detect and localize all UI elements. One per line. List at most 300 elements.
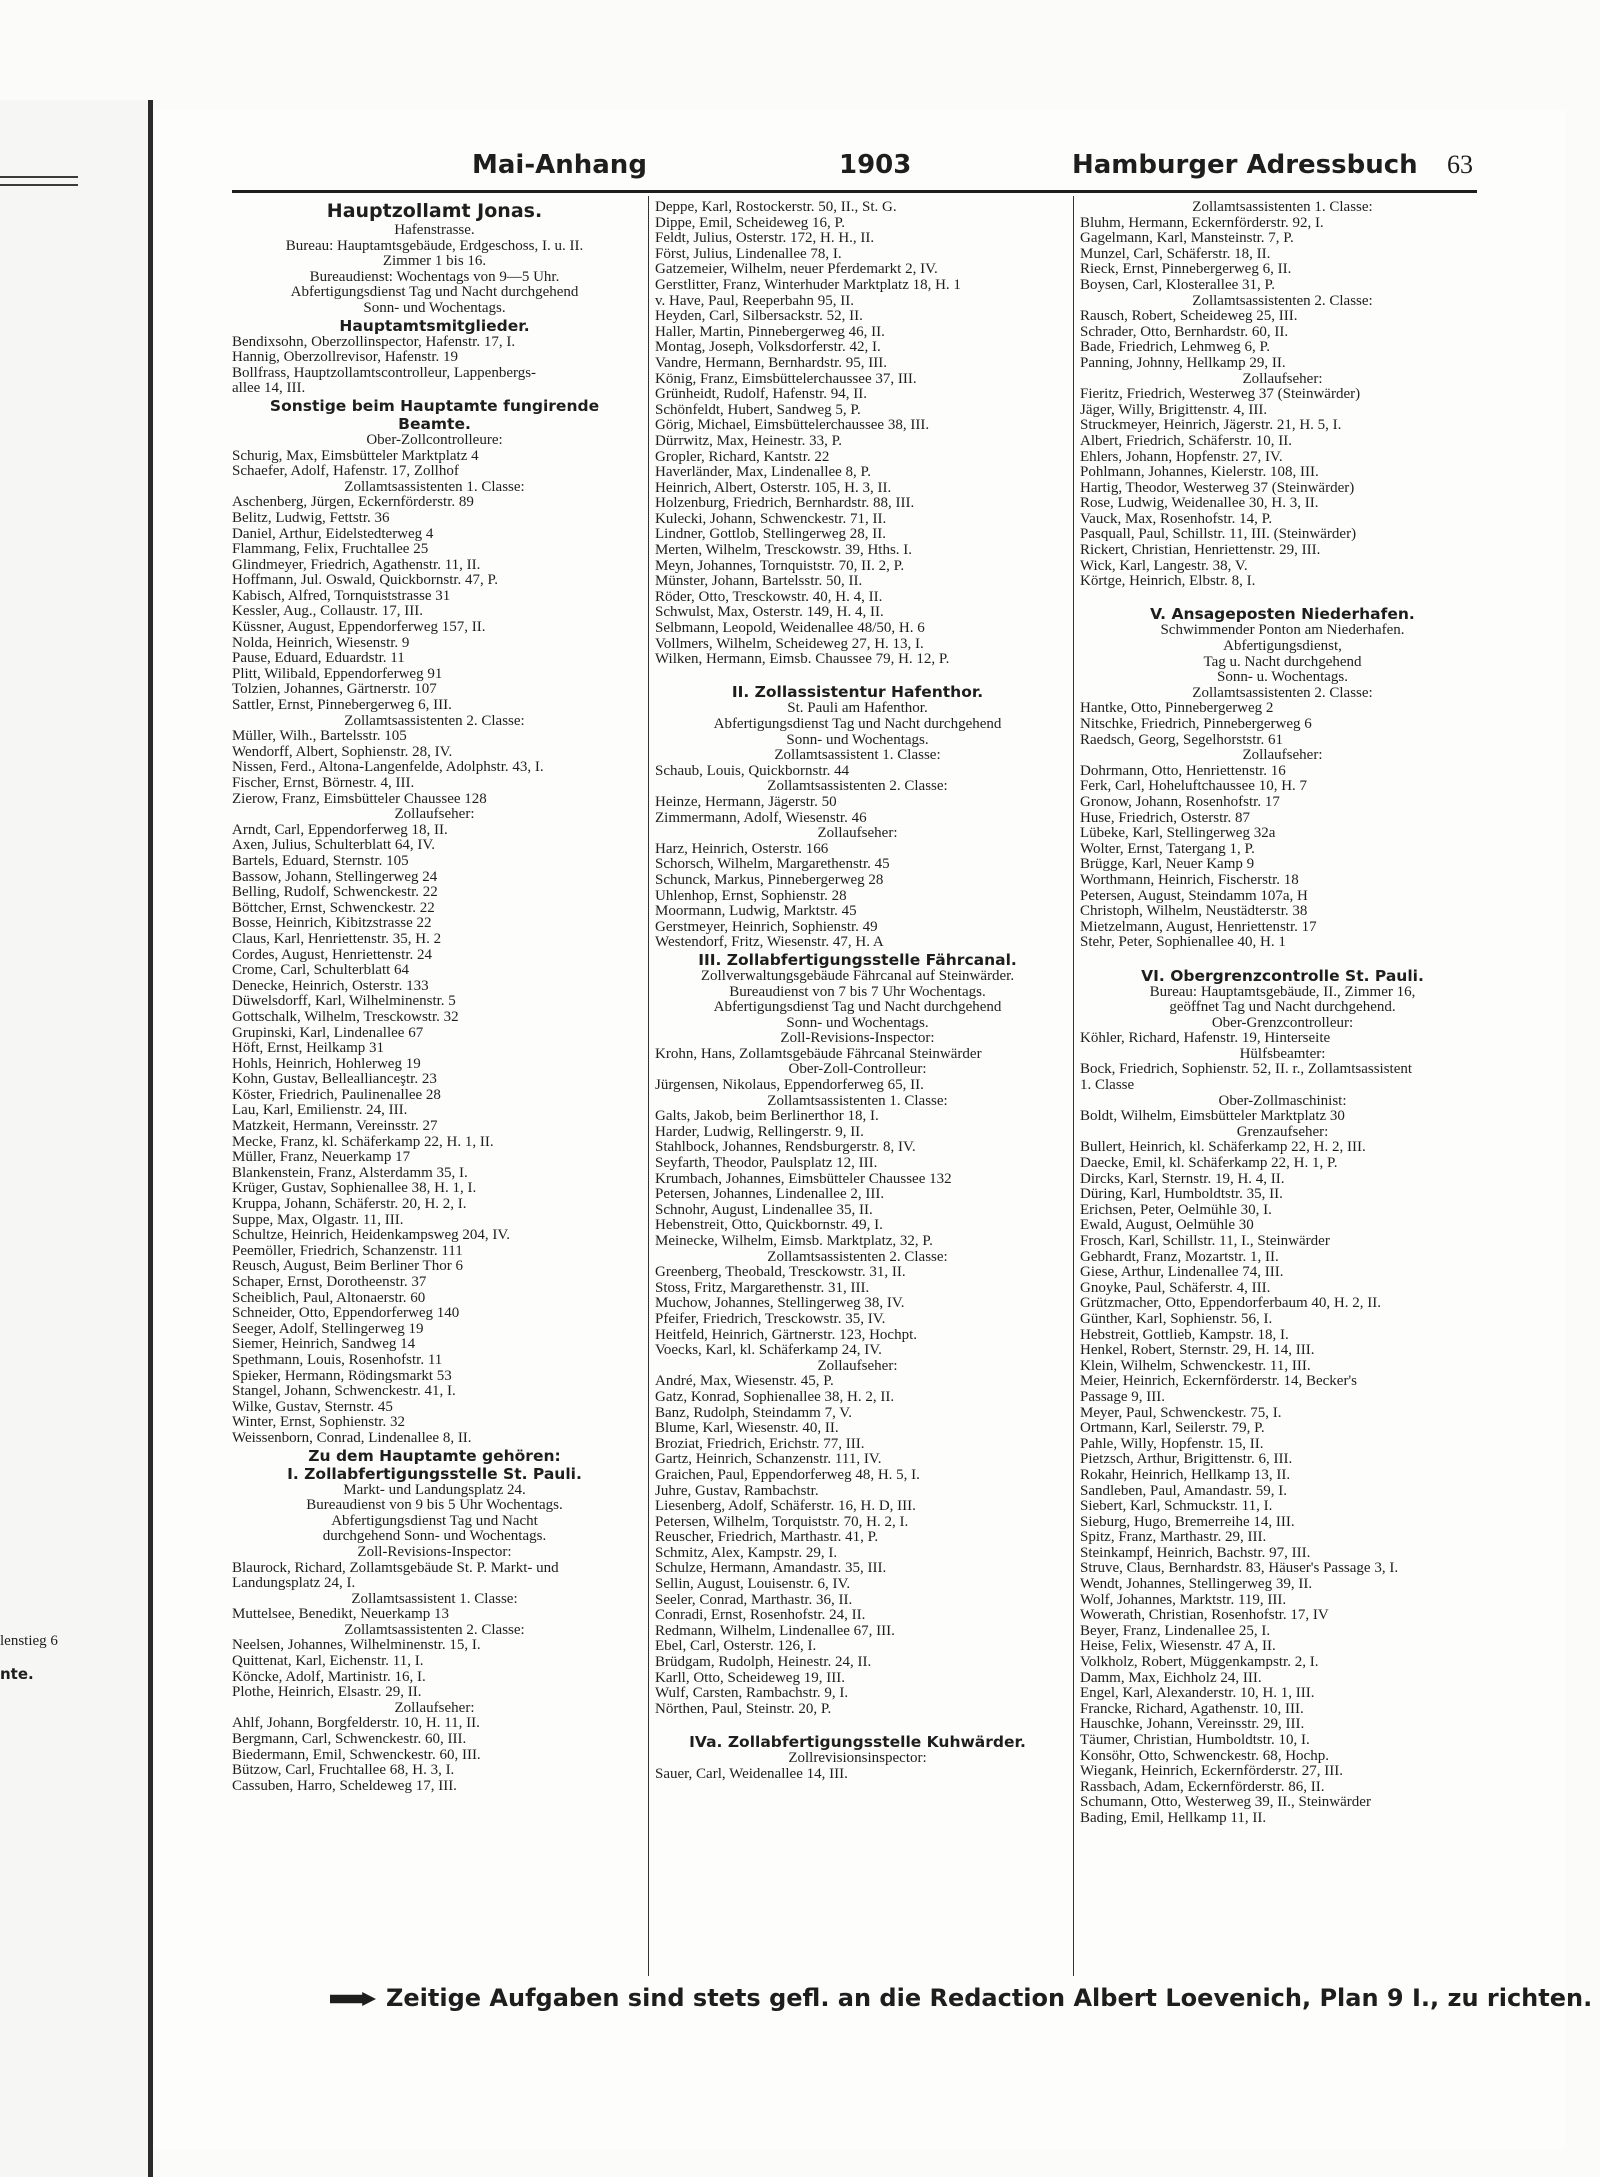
directory-entry: Wulf, Carsten, Rambachstr. 9, I. [655, 1686, 849, 1702]
directory-entry: Plothe, Heinrich, Elsastr. 29, II. [232, 1685, 422, 1701]
directory-entry: Merten, Wilhelm, Tresckowstr. 39, Hths. I. [655, 543, 913, 559]
directory-entry: Spitz, Franz, Marthastr. 29, III. [1080, 1530, 1267, 1546]
subheading: durchgehend Sonn- und Wochentags. [322, 1529, 547, 1545]
directory-entry: Cordes, August, Henriettenstr. 24 [232, 947, 432, 963]
directory-entry: Grützmacher, Otto, Eppendorferbaum 40, H. 2, II. [1080, 1296, 1381, 1312]
directory-entry: Axen, Julius, Schulterblatt 64, IV. [232, 838, 436, 854]
directory-entry: André, Max, Wiesenstr. 45, P. [655, 1374, 834, 1390]
directory-entry: Giese, Arthur, Lindenallee 74, III. [1080, 1265, 1284, 1281]
directory-entry: Biedermann, Emil, Schwenckestr. 60, III. [232, 1747, 481, 1763]
directory-entry: Vollmers, Wilhelm, Scheideweg 27, H. 13, I. [655, 636, 924, 652]
directory-entry: Nissen, Ferd., Altona-Langenfelde, Adolphstr. 43, I. [232, 760, 544, 776]
directory-entry: Gerstlitter, Franz, Winterhuder Marktplatz 18, H. 1 [655, 277, 961, 293]
directory-entry: Stahlbock, Johannes, Rendsburgerstr. 8, IV. [655, 1140, 916, 1156]
subheading: Zoll-Revisions-Inspector: [780, 1031, 935, 1047]
directory-entry: Aschenberg, Jürgen, Eckernförderstr. 89 [232, 495, 474, 511]
directory-entry: Gagelmann, Karl, Mansteinstr. 7, P. [1080, 231, 1294, 247]
directory-entry: Wowerath, Christian, Rosenhofstr. 17, IV [1080, 1608, 1329, 1624]
directory-entry: Winter, Ernst, Sophienstr. 32 [232, 1415, 405, 1431]
subheading: Sonn- u. Wochentags. [1216, 670, 1348, 686]
directory-entry: Gartz, Heinrich, Schanzenstr. 111, IV. [655, 1452, 882, 1468]
subheading: Zollamtsassistenten 1. Classe: [344, 479, 525, 495]
directory-entry: Wendt, Johannes, Stellingerweg 39, II. [1080, 1577, 1313, 1593]
directory-entry: Pohlmann, Johannes, Kielerstr. 108, III. [1080, 465, 1319, 481]
directory-entry: Cassuben, Harro, Scheldeweg 17, III. [232, 1778, 457, 1794]
directory-entry: Juhre, Gustav, Rambachstr. [655, 1483, 819, 1499]
subheading: Ober-Grenzcontrolleur: [1211, 1015, 1354, 1031]
subheading: Zollaufseher: [817, 826, 898, 842]
directory-entry: Struve, Claus, Bernhardstr. 83, Häuser's Passage 3, I. [1080, 1561, 1399, 1577]
directory-entry: Seyfarth, Theodor, Paulsplatz 12, III. [655, 1156, 878, 1172]
directory-entry: Rausch, Robert, Scheideweg 25, III. [1080, 309, 1298, 325]
directory-entry: Petersen, August, Steindamm 107a, H [1080, 888, 1308, 904]
directory-entry: Steinkampf, Heinrich, Bachstr. 97, III. [1080, 1545, 1311, 1561]
directory-entry: Hebstreit, Gottlieb, Kampstr. 18, I. [1080, 1327, 1289, 1343]
directory-entry: Schwulst, Max, Osterstr. 149, H. 4, II. [655, 605, 884, 621]
directory-entry: Schneider, Otto, Eppendorferweg 140 [232, 1306, 460, 1322]
directory-entry: Conradi, Ernst, Rosenhofstr. 24, II. [655, 1608, 866, 1624]
directory-entry: Spethmann, Louis, Rosenhofstr. 11 [232, 1352, 443, 1368]
directory-entry: allee 14, III. [232, 381, 306, 397]
directory-entry: Sauer, Carl, Weidenallee 14, III. [655, 1766, 848, 1782]
directory-entry: Beyer, Franz, Lindenallee 25, I. [1080, 1623, 1271, 1639]
spacer [1080, 951, 1485, 967]
directory-entry: Belling, Rudolf, Schwenckestr. 22 [232, 885, 438, 901]
directory-entry: Köster, Friedrich, Paulinenallee 28 [232, 1087, 441, 1103]
subheading: Zollaufseher: [394, 1700, 475, 1716]
directory-entry: Peemöller, Friedrich, Schanzenstr. 111 [232, 1243, 463, 1259]
directory-entry: Worthmann, Heinrich, Fischerstr. 18 [1080, 872, 1299, 888]
directory-entry: Kulecki, Johann, Schwenckestr. 71, II. [655, 511, 887, 527]
directory-entry: Wolf, Johannes, Marktstr. 119, III. [1080, 1592, 1287, 1608]
directory-entry: Flammang, Felix, Fruchtallee 25 [232, 542, 429, 558]
directory-entry: Bluhm, Hermann, Eckernförderstr. 92, I. [1080, 215, 1324, 231]
page-number: 63 [1447, 150, 1473, 179]
directory-entry: Bollfrass, Hauptzollamtscontrolleur, Lappenbergs- [232, 365, 537, 381]
directory-entry: Belitz, Ludwig, Fettstr. 36 [232, 510, 390, 526]
directory-entry: Greenberg, Theobald, Tresckowstr. 31, II. [655, 1265, 906, 1281]
directory-entry: Haverländer, Max, Lindenallee 8, P. [655, 465, 871, 481]
header-section-title: Mai-Anhang [472, 150, 647, 180]
directory-entry: Meyer, Paul, Schwenckestr. 75, I. [1080, 1405, 1282, 1421]
directory-entry: Müller, Franz, Neuerkamp 17 [232, 1150, 411, 1166]
subheading: Zoll-Revisions-Inspector: [357, 1544, 512, 1560]
directory-entry: Blume, Karl, Wiesenstr. 40, II. [655, 1421, 839, 1437]
directory-entry: Liesenberg, Adolf, Schäferstr. 16, H. D, III. [655, 1499, 916, 1515]
previous-page-edge [0, 100, 153, 2177]
directory-entry: Damm, Max, Eichholz 24, III. [1080, 1670, 1262, 1686]
directory-entry: Deppe, Karl, Rostockerstr. 50, II., St. G. [655, 200, 897, 215]
subheading: St. Pauli am Hafenthor. [787, 701, 928, 717]
subheading: Abfertigungsdienst Tag und Nacht durchgehend [290, 285, 579, 301]
directory-entry: Dircks, Karl, Sternstr. 19, H. 4, II. [1080, 1171, 1285, 1187]
directory-entry: Düwelsdorff, Karl, Wilhelminenstr. 5 [232, 994, 456, 1010]
subheading: Hülfsbeamter: [1239, 1046, 1326, 1062]
directory-entry: Banz, Rudolph, Steindamm 7, V. [655, 1405, 852, 1421]
directory-entry: Brügge, Karl, Neuer Kamp 9 [1080, 857, 1255, 873]
directory-entry: Schumann, Otto, Westerweg 39, II., Steinwärder [1080, 1795, 1371, 1811]
subheading: Abfertigungsdienst, [1223, 639, 1342, 655]
directory-entry: Quittenat, Karl, Eichenstr. 11, I. [232, 1654, 424, 1670]
directory-entry: Lindner, Gottlob, Stellingerweg 28, II. [655, 527, 887, 543]
directory-entry: Nitschke, Friedrich, Pinnebergerweg 6 [1080, 717, 1312, 732]
previous-page-fragment: nte. [0, 1665, 34, 1683]
subheading: Sonn- und Wochentags. [363, 300, 506, 316]
directory-entry: Stangel, Johann, Schwenckestr. 41, I. [232, 1384, 456, 1400]
directory-entry: Vauck, Max, Rosenhofstr. 14, P. [1080, 511, 1273, 527]
subheading: Zollamtsassistenten 2. Classe: [1192, 293, 1373, 309]
directory-entry: Schurig, Max, Eimsbütteler Marktplatz 4 [232, 448, 479, 464]
directory-entry: Suppe, Max, Olgastr. 11, III. [232, 1212, 404, 1228]
previous-page-fragment: lenstieg 6 [0, 1633, 58, 1649]
directory-entry: Albert, Friedrich, Schäferstr. 10, II. [1080, 433, 1293, 449]
directory-entry: Hannig, Oberzollrevisor, Hafenstr. 19 [232, 350, 459, 366]
directory-entry: Plitt, Wilibald, Eppendorferweg 91 [232, 666, 443, 682]
section-heading: IVa. Zollabfertigungsstelle Kuhwärder. [689, 1733, 1026, 1751]
directory-entry: Gottschalk, Wilhelm, Tresckowstr. 32 [232, 1009, 459, 1025]
directory-entry: Meier, Heinrich, Eckernförderstr. 14, Becker's [1080, 1374, 1357, 1390]
directory-entry: Kruppa, Johann, Schäferstr. 20, H. 2, I. [232, 1197, 467, 1213]
section-heading: III. Zollabfertigungsstelle Fährcanal. [698, 950, 1017, 969]
directory-entry: Volkholz, Robert, Müggenkampstr. 2, I. [1080, 1655, 1319, 1671]
directory-entry: Henkel, Robert, Sternstr. 29, H. 14, III. [1080, 1343, 1315, 1359]
section-heading: VI. Obergrenzcontrolle St. Pauli. [1141, 966, 1424, 985]
subheading: Ober-Zoll-Controlleur: [788, 1062, 927, 1078]
directory-entry: Heinze, Hermann, Jägerstr. 50 [655, 794, 837, 810]
page-header [232, 150, 1472, 190]
directory-entry: Voecks, Karl, kl. Schäferkamp 24, IV. [655, 1343, 882, 1359]
subheading: Zollamtsassistent 1. Classe: [351, 1591, 518, 1607]
directory-entry: Hauschke, Johann, Vereinsstr. 29, III. [1080, 1717, 1305, 1733]
header-year: 1903 [839, 150, 912, 180]
directory-entry: Moormann, Ludwig, Marktstr. 45 [655, 904, 857, 920]
directory-entry: Blankenstein, Franz, Alsterdamm 35, I. [232, 1165, 468, 1181]
directory-entry: Heitfeld, Heinrich, Gärtnerstr. 123, Hochpt. [655, 1327, 918, 1343]
directory-entry: Münster, Johann, Bartelsstr. 50, II. [655, 574, 863, 590]
directory-entry: Claus, Karl, Henriettenstr. 35, H. 2 [232, 931, 442, 947]
directory-entry: Erichsen, Peter, Oelmühle 30, I. [1080, 1202, 1272, 1218]
directory-entry: Meinecke, Wilhelm, Eimsb. Marktplatz, 32, P. [655, 1234, 933, 1249]
directory-entry: Struckmeyer, Heinrich, Jägerstr. 21, H. 5, I. [1080, 418, 1342, 434]
directory-entry: Daniel, Arthur, Eidelstedterweg 4 [232, 526, 434, 542]
directory-entry: Bullert, Heinrich, kl. Schäferkamp 22, H. 2, III. [1080, 1140, 1366, 1156]
directory-entry: 1. Classe [1080, 1078, 1135, 1094]
directory-entry: Daecke, Emil, kl. Schäferkamp 22, H. 1, P. [1080, 1156, 1338, 1172]
directory-entry: Muttelsee, Benedikt, Neuerkamp 13 [232, 1607, 450, 1623]
directory-entry: Glindmeyer, Friedrich, Agathenstr. 11, II. [232, 557, 481, 573]
directory-entry: Gropler, Richard, Kantstr. 22 [655, 449, 830, 465]
directory-entry: Gronow, Johann, Rosenhofstr. 17 [1080, 794, 1280, 810]
directory-entry: Sieburg, Hugo, Bremerreihe 14, III. [1080, 1514, 1295, 1530]
directory-entry: Panning, Johnny, Hellkamp 29, II. [1080, 355, 1286, 371]
directory-entry: Körtge, Heinrich, Elbstr. 8, I. [1080, 574, 1256, 590]
column-left [232, 200, 637, 1975]
directory-entry: Neelsen, Johannes, Wilhelminenstr. 15, I. [232, 1638, 481, 1654]
directory-entry: König, Franz, Eimsbüttelerchaussee 37, III. [655, 371, 917, 387]
directory-entry: Feldt, Julius, Osterstr. 172, H. H., II. [655, 231, 875, 247]
section-heading: Sonstige beim Hauptamte fungirende [269, 396, 600, 415]
directory-entry: Rassbach, Adam, Eckernförderstr. 86, II. [1080, 1779, 1325, 1795]
directory-entry: Westendorf, Fritz, Wiesenstr. 47, H. A [655, 935, 884, 951]
subheading: Zollamtsassistenten 2. Classe: [1192, 685, 1373, 701]
directory-entry: Schultze, Heinrich, Heidenkampsweg 204, IV. [232, 1228, 510, 1244]
directory-entry: Heinrich, Albert, Osterstr. 105, H. 3, II. [655, 480, 892, 496]
spacer [655, 668, 1060, 684]
directory-entry: Sellin, August, Louisenstr. 6, IV. [655, 1577, 851, 1593]
directory-entry: Röder, Otto, Tresckowstr. 40, H. 4, II. [655, 589, 883, 605]
directory-entry: Ebel, Carl, Osterstr. 126, I. [655, 1639, 817, 1655]
directory-entry: Gerstmeyer, Heinrich, Sophienstr. 49 [655, 919, 878, 935]
directory-entry: Fischer, Ernst, Börnestr. 4, III. [232, 776, 415, 791]
directory-entry: Kessler, Aug., Collaustr. 17, III. [232, 604, 424, 620]
directory-entry: Spieker, Hermann, Rödingsmarkt 53 [232, 1368, 452, 1384]
directory-entry: Tolzien, Johannes, Gärtnerstr. 107 [232, 682, 437, 698]
directory-entry: Pahle, Willy, Hopfenstr. 15, II. [1080, 1436, 1264, 1452]
directory-entry: Rose, Ludwig, Weidenallee 30, H. 3, II. [1080, 496, 1319, 512]
directory-entry: Schorsch, Wilhelm, Margarethenstr. 45 [655, 857, 890, 873]
previous-page-rule [0, 184, 78, 186]
directory-entry: Montag, Joseph, Volksdorferstr. 42, I. [655, 340, 881, 356]
directory-entry: Mietzelmann, August, Henriettenstr. 17 [1080, 919, 1317, 935]
directory-entry: Müller, Wilh., Bartelsstr. 105 [232, 729, 407, 745]
subheading: Zollaufseher: [394, 807, 475, 823]
directory-entry: Selbmann, Leopold, Weidenallee 48/50, H. 6 [655, 621, 925, 637]
directory-entry: Schmitz, Alex, Kampstr. 29, I. [655, 1545, 838, 1561]
subheading: Zollaufseher: [1242, 371, 1323, 387]
directory-entry: Mecke, Franz, kl. Schäferkamp 22, H. 1, II. [232, 1134, 494, 1150]
directory-entry: Klein, Wilhelm, Schwenckestr. 11, III. [1080, 1358, 1311, 1374]
directory-entry: Bergmann, Carl, Schwenckestr. 60, III. [232, 1732, 467, 1748]
directory-entry: Weissenborn, Conrad, Lindenallee 8, II. [232, 1430, 472, 1446]
subheading: Ober-Zollmaschinist: [1218, 1093, 1347, 1109]
directory-entry: Huse, Friedrich, Osterstr. 87 [1080, 810, 1250, 826]
directory-entry: Boldt, Wilhelm, Eimsbütteler Marktplatz 30 [1080, 1109, 1345, 1125]
directory-entry: Jürgensen, Nikolaus, Eppendorferweg 65, II. [655, 1078, 924, 1094]
directory-entry: Graichen, Paul, Eppendorferweg 48, H. 5, I. [655, 1467, 920, 1483]
previous-page-rule [0, 176, 78, 178]
directory-entry: Petersen, Wilhelm, Torquiststr. 70, H. 2, I. [655, 1514, 909, 1530]
directory-entry: Heyden, Carl, Silbersackstr. 52, II. [655, 309, 863, 325]
directory-entry: Schaper, Ernst, Dorotheenstr. 37 [232, 1275, 427, 1290]
directory-entry: Lübeke, Karl, Stellingerweg 32a [1080, 826, 1276, 842]
subheading: Zollamtsassistenten 1. Classe: [767, 1093, 948, 1109]
directory-entry: Düring, Karl, Humboldtstr. 35, II. [1080, 1187, 1283, 1203]
directory-entry: Dohrmann, Otto, Henriettenstr. 16 [1080, 763, 1286, 779]
directory-entry: Rieck, Ernst, Pinnebergerweg 6, II. [1080, 262, 1292, 278]
directory-entry: Francke, Richard, Agathenstr. 10, III. [1080, 1701, 1304, 1717]
section-heading: Hauptamtsmitglieder. [339, 316, 530, 335]
directory-entry: Täumer, Christian, Humboldtstr. 10, I. [1080, 1733, 1310, 1748]
directory-entry: Krüger, Gustav, Sophienallee 38, H. 1, I. [232, 1181, 477, 1197]
directory-entry: Hartig, Theodor, Westerweg 37 (Steinwärder) [1080, 480, 1355, 496]
subheading: Bureaudienst von 9 bis 5 Uhr Wochentags. [306, 1498, 563, 1514]
section-heading: Beamte. [398, 414, 471, 433]
directory-entry: Bock, Friedrich, Sophienstr. 52, II. r., Zollamtsassistent [1080, 1062, 1413, 1078]
directory-entry: Wendorff, Albert, Sophienstr. 28, IV. [232, 744, 453, 760]
directory-entry: Zierow, Franz, Eimsbütteler Chaussee 128 [232, 791, 487, 807]
directory-entry: Rokahr, Heinrich, Hellkamp 13, II. [1080, 1467, 1291, 1483]
directory-entry: Först, Julius, Lindenallee 78, I. [655, 246, 842, 262]
subheading: Zollamtsassistenten 2. Classe: [767, 779, 948, 795]
directory-entry: Scheiblich, Paul, Altonaerstr. 60 [232, 1290, 426, 1306]
directory-entry: Petersen, Johannes, Lindenallee 2, III. [655, 1187, 885, 1203]
directory-entry: Broziat, Friedrich, Erichstr. 77, III. [655, 1436, 865, 1452]
directory-entry: Bade, Friedrich, Lehmweg 6, P. [1080, 340, 1270, 356]
directory-entry: Wiegank, Heinrich, Eckernförderstr. 27, III. [1080, 1764, 1344, 1780]
directory-entry: Schunck, Markus, Pinnebergerweg 28 [655, 872, 884, 888]
directory-entry: Jäger, Willy, Brigittenstr. 4, III. [1080, 402, 1268, 418]
directory-entry: Ferk, Carl, Hoheluftchaussee 10, H. 7 [1080, 779, 1308, 795]
directory-entry: Matzkeit, Hermann, Vereinsstr. 27 [232, 1119, 438, 1135]
directory-entry: Gnoyke, Paul, Schäferstr. 4, III. [1080, 1280, 1271, 1296]
footer-text: Zeitige Aufgaben sind stets gefl. an die Redaction Albert Loevenich, Plan 9 I., zu richten. [386, 1984, 1593, 2012]
directory-entry: Pasquall, Paul, Schillstr. 11, III. (Steinwärder) [1080, 527, 1357, 543]
section-title: Hauptzollamt Jonas. [326, 200, 543, 222]
subheading: Abfertigungsdienst Tag und Nacht durchgehend [713, 717, 1002, 732]
subheading: Sonn- und Wochentags. [786, 732, 929, 748]
directory-entry: Krohn, Hans, Zollamtsgebäude Fährcanal Steinwärder [655, 1046, 982, 1062]
subheading: Zollamtsassistenten 2. Classe: [344, 713, 525, 729]
directory-entry: Wolter, Ernst, Tatergang 1, P. [1080, 841, 1255, 857]
directory-entry: Schaub, Louis, Quickbornstr. 44 [655, 763, 850, 779]
directory-entry: Höft, Ernst, Heilkamp 31 [232, 1041, 385, 1057]
directory-entry: Schnohr, August, Lindenallee 35, II. [655, 1202, 873, 1218]
directory-entry: Bützow, Carl, Fruchtallee 68, H. 3, I. [232, 1763, 455, 1779]
directory-entry: Bartels, Eduard, Sternstr. 105 [232, 853, 409, 869]
directory-entry: Siemer, Heinrich, Sandweg 14 [232, 1337, 416, 1353]
directory-entry: Görig, Michael, Eimsbüttelerchaussee 38, III. [655, 418, 930, 434]
subheading: Abfertigungsdienst Tag und Nacht [331, 1513, 538, 1529]
subheading: Markt- und Landungsplatz 24. [343, 1482, 526, 1498]
directory-entry: Reuscher, Friedrich, Marthastr. 41, P. [655, 1530, 879, 1546]
directory-entry: Uhlenhop, Ernst, Sophienstr. 28 [655, 888, 847, 904]
subheading: Tag u. Nacht durchgehend [1203, 654, 1362, 670]
directory-entry: Bassow, Johann, Stellingerweg 24 [232, 869, 438, 885]
subheading: Zollverwaltungsgebäude Fährcanal auf Steinwärder. [700, 968, 1015, 984]
directory-entry: Schönfeldt, Hubert, Sandweg 5, P. [655, 402, 861, 418]
directory-entry: Harder, Ludwig, Rellingerstr. 9, II. [655, 1124, 864, 1140]
directory-entry: Nörthen, Paul, Steinstr. 20, P. [655, 1701, 832, 1717]
directory-entry: Stehr, Peter, Sophienallee 40, H. 1 [1080, 935, 1286, 951]
spacer [1080, 590, 1485, 606]
directory-entry: Nolda, Heinrich, Wiesenstr. 9 [232, 635, 410, 651]
directory-entry: Haller, Martin, Pinnebergerweg 46, II. [655, 324, 885, 340]
subheading: Zollamtsassistenten 1. Classe: [1192, 200, 1373, 215]
section-heading: Zu dem Hauptamte gehören: [308, 1446, 561, 1465]
directory-entry: Raedsch, Georg, Segelhorststr. 61 [1080, 732, 1284, 748]
subheading: Bureau: Hauptamtsgebäude, Erdgeschoss, I. u. II. [285, 238, 584, 254]
directory-entry: Schaefer, Adolf, Hafenstr. 17, Zollhof [232, 464, 459, 480]
directory-entry: Zimmermann, Adolf, Wiesenstr. 46 [655, 810, 867, 826]
directory-entry: Heise, Felix, Wiesenstr. 47 A, II. [1080, 1639, 1276, 1655]
directory-entry: Redmann, Wilhelm, Lindenallee 67, III. [655, 1623, 895, 1639]
directory-entry: Ehlers, Johann, Hopfenstr. 27, IV. [1080, 449, 1283, 465]
directory-entry: Reusch, August, Beim Berliner Thor 6 [232, 1259, 463, 1275]
directory-entry: Munzel, Carl, Schäferstr. 18, II. [1080, 246, 1271, 262]
directory-entry: Köncke, Adolf, Martinistr. 16, I. [232, 1669, 426, 1685]
subheading: Sonn- und Wochentags. [786, 1015, 929, 1031]
directory-entry: Grünheidt, Rudolf, Hafenstr. 94, II. [655, 387, 868, 403]
subheading: Zollamtsassistent 1. Classe: [774, 748, 941, 764]
directory-entry: Dippe, Emil, Scheideweg 16, P. [655, 215, 845, 231]
directory-entry: Pfeifer, Friedrich, Tresckowstr. 35, IV. [655, 1311, 886, 1327]
directory-entry: Boysen, Carl, Klosterallee 31, P. [1080, 277, 1275, 293]
directory-entry: Hohls, Heinrich, Hohlerweg 19 [232, 1056, 421, 1072]
directory-entry: v. Have, Paul, Reeperbahn 95, II. [655, 293, 854, 309]
directory-entry: Kabisch, Alfred, Tornquiststrasse 31 [232, 588, 451, 604]
directory-entry: Gatzemeier, Wilhelm, neuer Pferdemarkt 2, IV. [655, 262, 938, 278]
directory-entry: Wilken, Hermann, Eimsb. Chaussee 79, H. 12, P. [655, 652, 950, 668]
directory-entry: Pietzsch, Arthur, Brigittenstr. 6, III. [1080, 1452, 1293, 1468]
section-heading: V. Ansageposten Niederhafen. [1150, 605, 1415, 624]
column-divider [1073, 196, 1074, 1976]
directory-entry: Sattler, Ernst, Pinnebergerweg 6, III. [232, 698, 452, 714]
subheading: Zollamtsassistenten 2. Classe: [344, 1622, 525, 1638]
directory-entry: Christoph, Wilhelm, Neustädterstr. 38 [1080, 904, 1308, 920]
directory-entry: Holzenburg, Friedrich, Bernhardstr. 88, III. [655, 496, 915, 512]
subheading: Schwimmender Ponton am Niederhafen. [1160, 623, 1405, 639]
subheading: Hafenstrasse. [394, 223, 475, 238]
subheading: Ober-Zollcontrolleure: [366, 432, 503, 448]
directory-entry: Meyn, Johannes, Tornquiststr. 70, II. 2, P. [655, 558, 905, 574]
directory-entry: Sandleben, Paul, Amandastr. 59, I. [1080, 1483, 1288, 1499]
directory-entry: Stoss, Fritz, Margarethenstr. 31, III. [655, 1280, 870, 1296]
directory-entry: Ewald, August, Oelmühle 30 [1080, 1218, 1254, 1234]
section-heading: II. Zollassistentur Hafenthor. [731, 683, 984, 702]
directory-entry: Pause, Eduard, Eduardstr. 11 [232, 651, 405, 667]
directory-entry: Brüdgam, Rudolph, Heinestr. 24, II. [655, 1655, 872, 1671]
directory-entry: Ahlf, Johann, Borgfelderstr. 10, H. 11, II. [232, 1716, 480, 1732]
directory-entry: Ortmann, Karl, Seilerstr. 79, P. [1080, 1421, 1265, 1437]
directory-entry: Engel, Karl, Alexanderstr. 10, H. 1, III. [1080, 1686, 1315, 1702]
section-heading: I. Zollabfertigungsstelle St. Pauli. [287, 1464, 582, 1483]
directory-entry: Wilke, Gustav, Sternstr. 45 [232, 1399, 393, 1415]
directory-entry: Hebenstreit, Otto, Quickbornstr. 49, I. [655, 1218, 883, 1234]
directory-entry: Schrader, Otto, Bernhardstr. 60, II. [1080, 324, 1289, 340]
directory-entry: Blaurock, Richard, Zollamtsgebäude St. P. Markt- und [232, 1560, 559, 1576]
subheading: Zollamtsassistenten 2. Classe: [767, 1249, 948, 1265]
directory-entry: Siebert, Karl, Schmuckstr. 11, I. [1080, 1499, 1273, 1515]
directory-entry: Lau, Karl, Emilienstr. 24, III. [232, 1103, 408, 1119]
directory-entry: Seeger, Adolf, Stellingerweg 19 [232, 1321, 424, 1337]
directory-entry: Muchow, Johannes, Stellingerweg 38, IV. [655, 1296, 905, 1312]
directory-entry: Denecke, Heinrich, Osterstr. 133 [232, 978, 429, 994]
subheading: Zollaufseher: [817, 1358, 898, 1374]
footer-notice [320, 1984, 1593, 2012]
directory-entry: Dürrwitz, Max, Heinestr. 33, P. [655, 433, 843, 449]
directory-entry: Bendixsohn, Oberzollinspector, Hafenstr. 17, I. [232, 334, 516, 350]
directory-entry: Schulze, Hermann, Amandastr. 35, III. [655, 1561, 887, 1577]
directory-entry: Hantke, Otto, Pinnebergerweg 2 [1080, 701, 1274, 717]
directory-entry: Wick, Karl, Langestr. 38, V. [1080, 558, 1248, 574]
subheading: Bureaudienst von 7 bis 7 Uhr Wochentags. [729, 984, 986, 1000]
spacer [655, 1717, 1060, 1733]
directory-entry: Landungsplatz 24, I. [232, 1576, 356, 1592]
directory-entry: Harz, Heinrich, Osterstr. 166 [655, 841, 829, 857]
subheading: Zollrevisionsinspector: [788, 1751, 927, 1766]
subheading: Zollaufseher: [1242, 748, 1323, 764]
subheading: Abfertigungsdienst Tag und Nacht durchgehend [713, 1000, 1002, 1016]
column-right [1080, 200, 1485, 1975]
directory-entry: Günther, Karl, Sophienstr. 56, I. [1080, 1311, 1273, 1327]
directory-entry: Bading, Emil, Hellkamp 11, II. [1080, 1810, 1267, 1826]
directory-entry: Grupinski, Karl, Lindenallee 67 [232, 1025, 424, 1041]
directory-entry: Karll, Otto, Scheideweg 19, III. [655, 1670, 845, 1686]
column-middle [655, 200, 1060, 1975]
directory-entry: Fieritz, Friedrich, Westerweg 37 (Steinwärder) [1080, 387, 1361, 403]
header-rule [232, 190, 1477, 193]
directory-entry: Galts, Jakob, beim Berlinerthor 18, I. [655, 1109, 879, 1125]
